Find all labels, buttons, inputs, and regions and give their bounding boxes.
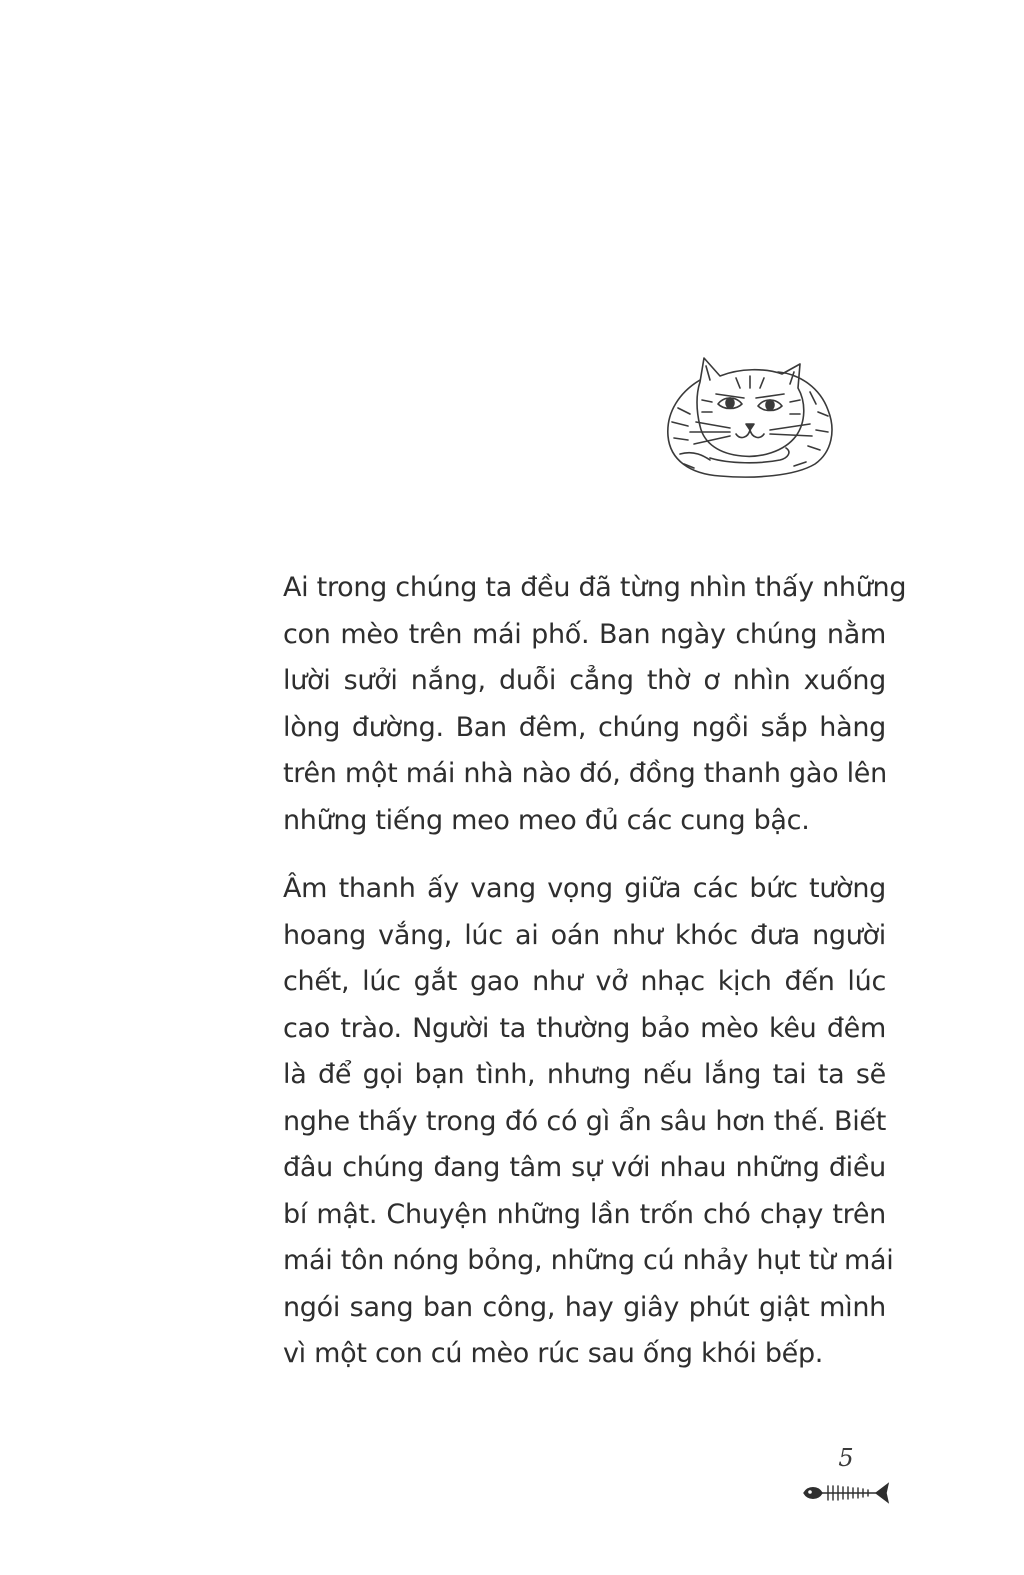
text-line: vì một con cú mèo rúc sau ống khói bếp. [283, 1338, 824, 1369]
text-line: lười sưởi nắng, duỗi cẳng thờ ơ nhìn xuống [283, 665, 886, 696]
cat-illustration-icon [660, 352, 838, 482]
text-line: những tiếng meo meo đủ các cung bậc. [283, 804, 810, 836]
text-line: con mèo trên mái phố. Ban ngày chúng nằm [283, 618, 886, 650]
text-line: ngói sang ban công, hay giây phút giật mình [283, 1291, 886, 1323]
paragraph-2 [283, 866, 894, 1378]
text-line: Ai trong chúng ta đều đã từng nhìn thấy những [283, 572, 907, 603]
text-line: trên một mái nhà nào đó, đồng thanh gào lên [283, 758, 887, 789]
text-line: nghe thấy trong đó có gì ẩn sâu hơn thế. Biết [283, 1105, 886, 1137]
page-number: 5 [838, 1444, 854, 1472]
text-line: chết, lúc gắt gao như vở nhạc kịch đến lúc [283, 966, 886, 997]
paragraph-1 [283, 565, 907, 844]
text-line: lòng đường. Ban đêm, chúng ngồi sắp hàng [283, 711, 886, 743]
text-line: hoang vắng, lúc ai oán như khóc đưa người [283, 919, 886, 951]
body-text [283, 565, 907, 1400]
text-line: cao trào. Người ta thường bảo mèo kêu đêm [283, 1012, 886, 1044]
text-line: Âm thanh ấy vang vọng giữa các bức tường [283, 873, 886, 904]
fish-skeleton-icon [800, 1480, 892, 1506]
text-line: bí mật. Chuyện những lần trốn chó chạy trên [283, 1198, 886, 1230]
text-line: mái tôn nóng bỏng, những cú nhảy hụt từ mái [283, 1245, 894, 1276]
text-line: là để gọi bạn tình, nhưng nếu lắng tai ta sẽ [283, 1059, 886, 1090]
text-line: đâu chúng đang tâm sự với nhau những điều [283, 1152, 886, 1183]
